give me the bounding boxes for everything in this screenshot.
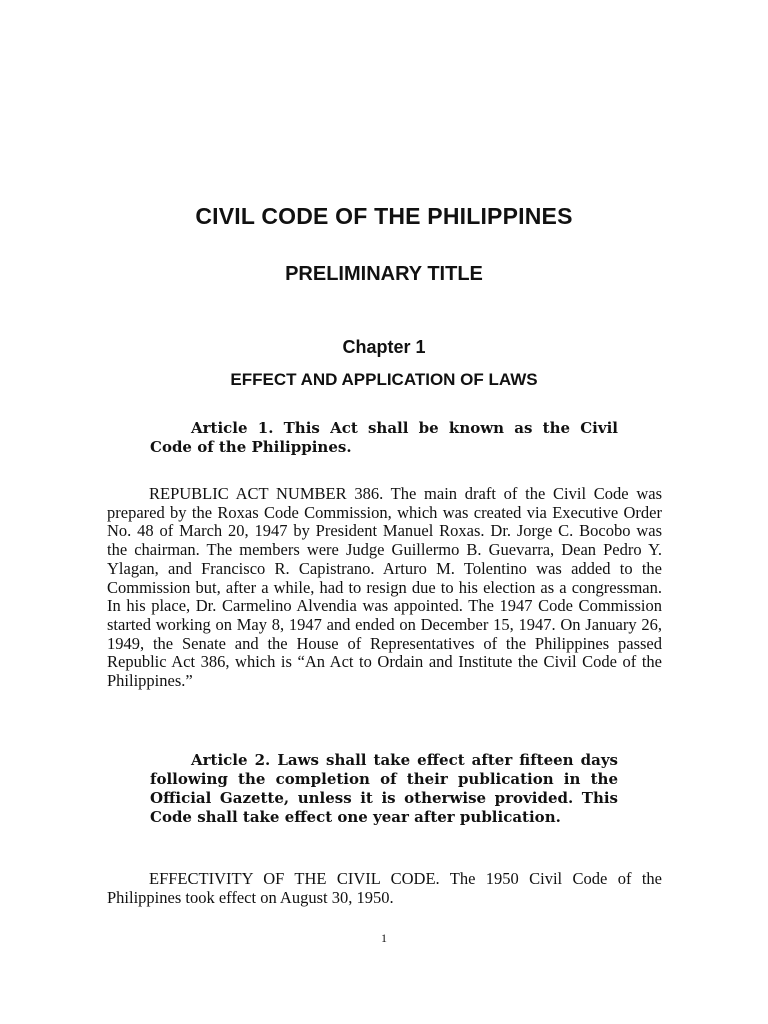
chapter-number: Chapter 1 bbox=[342, 337, 426, 357]
chapter-title: EFFECT AND APPLICATION OF LAWS bbox=[230, 370, 538, 389]
document-subtitle: PRELIMINARY TITLE bbox=[285, 263, 483, 285]
document-title: CIVIL CODE OF THE PHILIPPINES bbox=[195, 203, 573, 229]
commentary-paragraph-1: REPUBLIC ACT NUMBER 386. The main draft of the Civil Code was prepared by the Roxas Code Commission, which was created via Executive Order No. 48 of March 20, 1947 by President Manuel Roxas. Dr. Jorge C. Bocobo was the chairman. The members were Judge Guillermo B. Guevarra, Dean Pedro Y. Ylagan, and Francisco R. Capistrano. Arturo M. Tolentino was added to the Commission but, after a while, had to resign due to his election as a congressman. In his place, Dr. Carmelino Alvendia was appointed. The 1947 Code Commission started working on May 8, 1947 and ended on December 15, 1947. On January 26, 1949, the Senate and the House of Representatives of the Philippines passed Republic Act 386, which is “An Act to Ordain and Institute the Civil Code of the Philippines.” bbox=[107, 484, 662, 691]
article-2: Article 2. Laws shall take effect after fifteen days following the completion of their publication in the Official Gazette, unless it is otherwise provided. This Code shall take effect one year after publication. bbox=[150, 751, 618, 826]
commentary-paragraph-2: EFFECTIVITY OF THE CIVIL CODE. The 1950 Civil Code of the Philippines took effect on August 30, 1950. bbox=[107, 869, 662, 907]
page-number: 1 bbox=[381, 931, 387, 945]
article-1: Article 1. This Act shall be known as the Civil Code of the Philippines. bbox=[150, 419, 618, 456]
